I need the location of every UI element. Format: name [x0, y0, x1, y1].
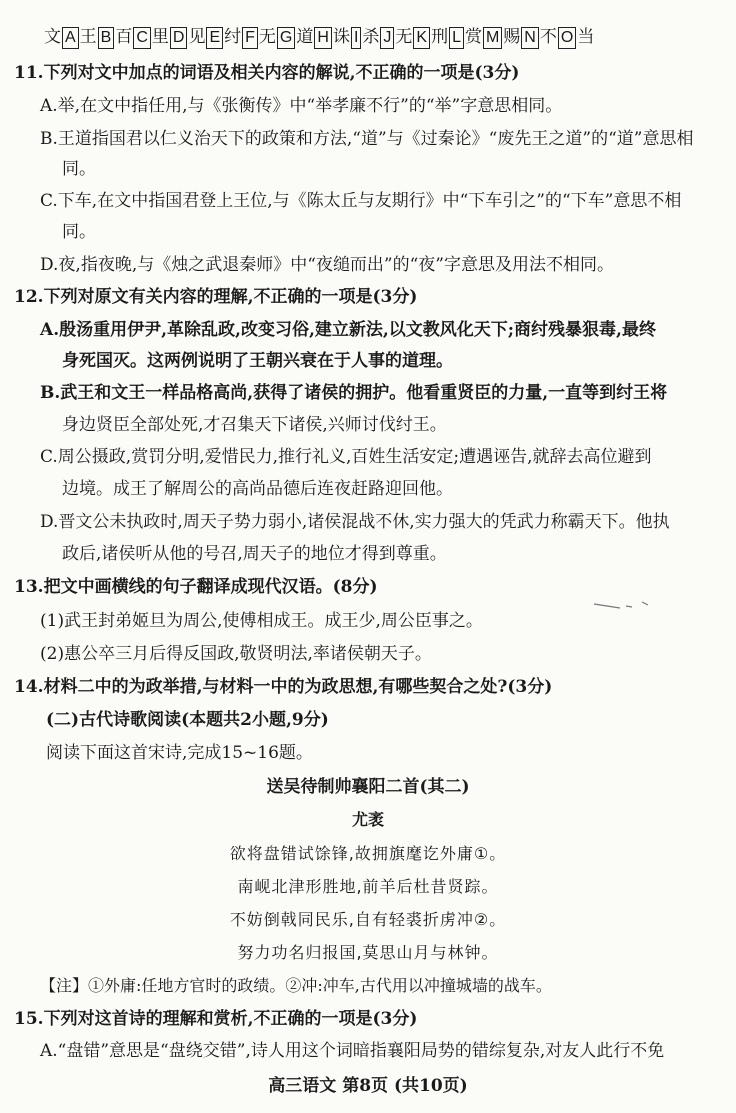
text-char: 无 — [258, 27, 276, 47]
text-char: 赐 — [503, 27, 521, 47]
break-letter-box: M — [483, 27, 502, 49]
text-char: 王 — [79, 27, 97, 47]
q12-option-d-cont: 政后,诸侯听从他的号召,周天子的地位才得到尊重。 — [62, 544, 447, 564]
question-11-stem: 11.下列对文中加点的词语及相关内容的解说,不正确的一项是(3分) — [14, 63, 520, 83]
break-letter-box: G — [277, 27, 295, 49]
poem-title: 送吴待制帅襄阳二首(其二) — [266, 777, 470, 797]
poem-line-2: 南岘北津形胜地,前羊后杜昔贤踪。 — [237, 877, 499, 896]
question-14-stem: 14.材料二中的为政举措,与材料一中的为政思想,有哪些契合之处?(3分) — [14, 677, 553, 697]
text-char: 不 — [539, 27, 557, 47]
page-footer: 高三语文 第8页 (共10页) — [268, 1076, 468, 1096]
text-char: 纣 — [224, 27, 242, 47]
break-letter-box: A — [62, 27, 79, 49]
q13-sentence-2: (2)惠公卒三月后得反国政,敬贤明法,率诸侯朝天子。 — [40, 644, 432, 664]
poem-author: 尤袤 — [351, 810, 384, 829]
section-title: (二)古代诗歌阅读(本题共2小题,9分) — [46, 710, 329, 730]
pen-mark — [592, 592, 662, 612]
q11-option-c: C.下车,在文中指国君登上王位,与《陈太丘与友期行》中“下车引之”的“下车”意思不相 — [40, 191, 682, 211]
q13-sentence-1: (1)武王封弟姬旦为周公,使傅相成王。成王少,周公臣事之。 — [40, 611, 483, 631]
break-letter-box: O — [558, 27, 576, 49]
question-13-stem: 13.把文中画横线的句子翻译成现代汉语。(8分) — [14, 577, 378, 597]
text-char: 杀 — [362, 27, 380, 47]
text-char: 百 — [115, 27, 133, 47]
section-intro: 阅读下面这首宋诗,完成15~16题。 — [46, 743, 313, 763]
q12-option-a: A.殷汤重用伊尹,革除乱政,改变习俗,建立新法,以文教风化天下;商纣残暴狠毒,最终 — [40, 320, 656, 340]
poem-line-4: 努力功名归报国,莫思山月与林钟。 — [237, 943, 499, 962]
text-char: 里 — [151, 27, 169, 47]
break-letter-box: L — [449, 27, 464, 49]
break-letter-box: I — [351, 27, 361, 49]
text-char: 当 — [577, 27, 595, 47]
break-letter-box: K — [413, 27, 430, 49]
question-15-stem: 15.下列对这首诗的理解和赏析,不正确的一项是(3分) — [14, 1009, 418, 1029]
question-12-stem: 12.下列对原文有关内容的理解,不正确的一项是(3分) — [14, 287, 418, 307]
break-letter-box: D — [170, 27, 188, 49]
q12-option-c-cont: 边境。成王了解周公的高尚品德后连夜赶路迎回他。 — [62, 479, 453, 499]
q12-option-c: C.周公摄政,赏罚分明,爱惜民力,推行礼义,百姓生活安定;遭遇诬告,就辞去高位避到 — [40, 447, 652, 467]
q12-option-a-cont: 身死国灭。这两例说明了王朝兴衰在于人事的道理。 — [62, 351, 453, 371]
break-letter-box: J — [380, 27, 394, 49]
q11-option-b: B.王道指国君以仁义治天下的政策和方法,“道”与《过秦论》“废先王之道”的“道”意思相 — [40, 129, 694, 149]
text-char: 文 — [44, 27, 61, 47]
break-letter-box: F — [242, 27, 258, 49]
text-char: 诛 — [332, 27, 350, 47]
poem-note: 【注】①外庸:任地方官时的政绩。②冲:冲车,古代用以冲撞城墙的战车。 — [40, 976, 552, 995]
break-letter-box: E — [206, 27, 223, 49]
q15-option-a: A.“盘错”意思是“盘绕交错”,诗人用这个词暗指襄阳局势的错综复杂,对友人此行不免 — [40, 1041, 665, 1061]
break-letter-box: H — [314, 27, 332, 49]
text-char: 无 — [395, 27, 413, 47]
poem-line-3: 不妨倒戟同民乐,自有轻裘折虏冲②。 — [229, 910, 507, 929]
q11-option-d: D.夜,指夜晚,与《烛之武退秦师》中“夜缒而出”的“夜”字意思及用法不相同。 — [40, 255, 614, 275]
text-char: 赏 — [464, 27, 482, 47]
text-char: 见 — [188, 27, 206, 47]
break-letter-box: N — [521, 27, 539, 49]
q12-option-d: D.晋文公未执政时,周天子势力弱小,诸侯混战不休,实力强大的凭武力称霸天下。他执 — [40, 512, 670, 532]
sentence-break-letters — [44, 22, 594, 49]
q12-option-b: B.武王和文王一样品格高尚,获得了诸侯的拥护。他看重贤臣的力量,一直等到纣王将 — [40, 383, 668, 403]
poem-line-1: 欲将盘错试馀锋,故拥旗麾讫外庸①。 — [229, 844, 507, 863]
break-letter-box: B — [98, 27, 115, 49]
text-char: 道 — [296, 27, 314, 47]
q12-option-b-cont: 身边贤臣全部处死,才召集天下诸侯,兴师讨伐纣王。 — [62, 415, 447, 435]
q11-option-a: A.举,在文中指任用,与《张衡传》中“举孝廉不行”的“举”字意思相同。 — [40, 96, 563, 116]
q11-option-c-cont: 同。 — [62, 222, 96, 242]
break-letter-box: C — [133, 27, 151, 49]
text-char: 刑 — [431, 27, 449, 47]
q11-option-b-cont: 同。 — [62, 159, 96, 179]
